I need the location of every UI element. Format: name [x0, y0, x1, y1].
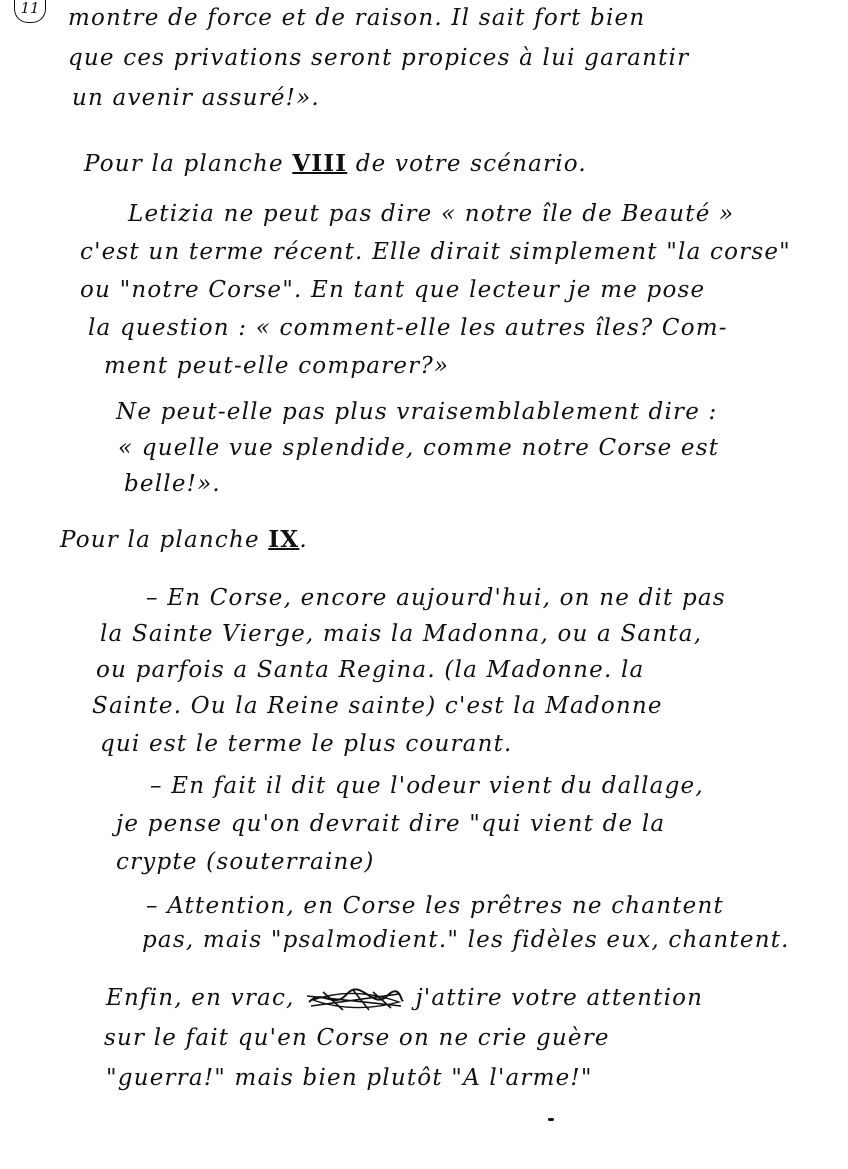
section-heading-planche-viii	[84, 150, 587, 178]
text-line: sur le fait qu'en Corse on ne crie guère	[104, 1025, 610, 1051]
heading-label: Pour la planche	[60, 527, 269, 553]
text-line: – En Corse, encore aujourd'hui, on ne dit pas	[146, 585, 726, 611]
page-number: 11	[14, 0, 46, 23]
text-line: c'est un terme récent. Elle dirait simplement "la corse"	[80, 239, 791, 265]
text-fragment: j'attire votre attention	[407, 985, 704, 1011]
crossed-out-scribble-icon	[303, 984, 407, 1014]
text-line: Ne peut-elle pas plus vraisemblablement dire :	[116, 399, 718, 425]
text-line: ment peut-elle comparer?»	[104, 353, 450, 379]
text-fragment: Enfin, en vrac,	[106, 985, 295, 1011]
text-line: pas, mais "psalmodient." les fidèles eux, chantent.	[142, 927, 790, 953]
text-line: Letizia ne peut pas dire « notre île de Beauté »	[128, 201, 735, 227]
text-line: je pense qu'on devrait dire "qui vient de la	[116, 811, 666, 837]
planche-number-viii: VIII	[292, 150, 348, 177]
planche-number-ix: IX	[268, 526, 300, 553]
heading-label: Pour la planche	[84, 151, 293, 177]
text-line: montre de force et de raison. Il sait fort bien	[68, 5, 646, 31]
stray-mark	[548, 1118, 554, 1121]
text-line: belle!».	[124, 471, 221, 497]
section-heading-planche-ix	[60, 526, 308, 554]
text-line: ou parfois a Santa Regina. (la Madonne. la	[96, 657, 645, 683]
text-line: un avenir assuré!».	[72, 85, 320, 111]
text-line: qui est le terme le plus courant.	[100, 731, 513, 757]
text-line: Sainte. Ou la Reine sainte) c'est la Madonne	[92, 693, 663, 719]
text-line: ou "notre Corse". En tant que lecteur je me pose	[80, 277, 706, 303]
text-line: la Sainte Vierge, mais la Madonna, ou a Santa,	[100, 621, 703, 647]
text-line: – Attention, en Corse les prêtres ne chantent	[146, 893, 724, 919]
text-line: "guerra!" mais bien plutôt "A l'arme!"	[106, 1065, 593, 1091]
heading-label: de votre scénario.	[347, 151, 587, 177]
text-line: crypte (souterraine)	[116, 849, 375, 875]
heading-label: .	[299, 527, 308, 553]
text-line: – En fait il dit que l'odeur vient du dallage,	[150, 773, 704, 799]
text-line: que ces privations seront propices à lui garantir	[68, 45, 690, 71]
text-line	[106, 984, 703, 1014]
text-line: « quelle vue splendide, comme notre Corse est	[118, 435, 720, 461]
text-line: la question : « comment-elle les autres îles? Com-	[88, 315, 728, 341]
